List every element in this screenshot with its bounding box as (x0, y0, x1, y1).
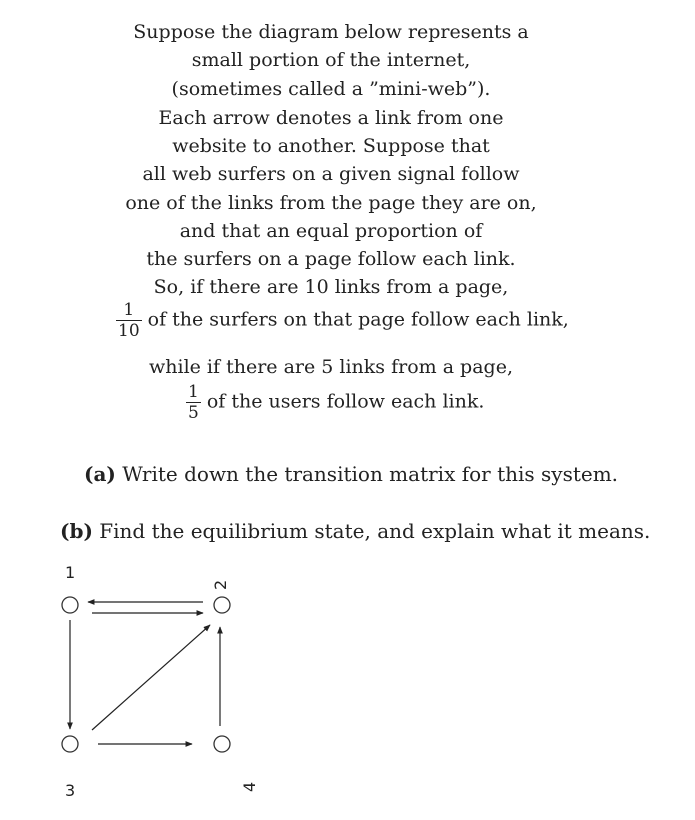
network-diagram (0, 555, 320, 815)
fraction-1-text: of the surfers on that page follow each link, (147, 308, 569, 331)
intro-line-7: one of the links from the page they are on, (125, 192, 537, 214)
question-a (84, 461, 618, 487)
intro-line-6: all web surfers on a given signal follow (142, 163, 520, 185)
link-3-to-2 (92, 625, 210, 730)
fraction-1-numerator: 1 (116, 300, 142, 321)
intro-line-9: the surfers on a page follow each link. (146, 248, 516, 270)
node-1 (62, 597, 78, 613)
middle-line: while if there are 5 links from a page, (149, 356, 513, 378)
fraction-line-1 (116, 300, 569, 341)
intro-line-5: website to another. Suppose that (172, 135, 490, 157)
intro-line-3: (sometimes called a ”mini-web”). (171, 78, 491, 100)
intro-line-1: Suppose the diagram below represents a (133, 21, 529, 43)
intro-line-10: So, if there are 10 links from a page, (153, 276, 509, 298)
fraction-2-numerator: 1 (188, 382, 199, 402)
fraction-line-2 (186, 382, 484, 423)
node-2 (214, 597, 230, 613)
node-2-label: 2 (211, 579, 230, 590)
node-3 (62, 736, 78, 752)
intro-line-2: small portion of the internet, (191, 49, 471, 71)
node-3-label: 3 (65, 781, 76, 800)
question-a-text: Write down the transition matrix for this system. (122, 462, 619, 486)
fraction-2-denominator: 5 (188, 403, 199, 423)
intro-line-4: Each arrow denotes a link from one (158, 107, 504, 129)
question-b-text: Find the equilibrium state, and explain what it means. (99, 519, 651, 543)
fraction-2 (186, 382, 201, 423)
node-4-label: 4 (240, 781, 259, 792)
fraction-2-text: of the users follow each link. (206, 390, 485, 413)
question-a-label: (a) (84, 462, 116, 486)
intro-line-8: and that an equal proportion of (179, 220, 483, 242)
node-4 (214, 736, 230, 752)
question-b (60, 518, 650, 544)
node-1-label: 1 (65, 563, 76, 582)
fraction-1-denominator: 10 (118, 321, 140, 341)
question-b-label: (b) (60, 519, 93, 543)
fraction-1 (116, 300, 142, 341)
